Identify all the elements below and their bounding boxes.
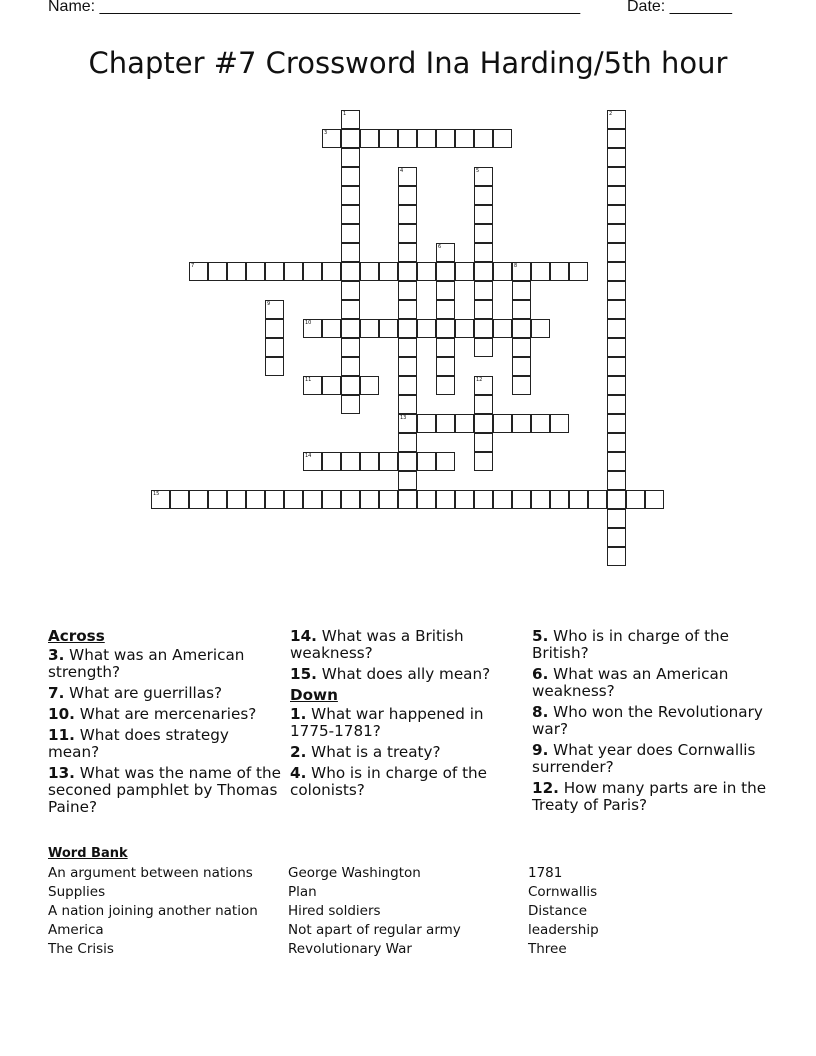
crossword-cell[interactable] — [341, 281, 360, 300]
word-bank-column-3 — [528, 864, 599, 959]
crossword-cell[interactable] — [436, 452, 455, 471]
crossword-cell[interactable] — [512, 300, 531, 319]
crossword-cell[interactable] — [322, 262, 341, 281]
across-heading: Across — [48, 627, 105, 645]
crossword-cell[interactable] — [607, 300, 626, 319]
crossword-cell[interactable] — [398, 376, 417, 395]
crossword-cell[interactable] — [246, 262, 265, 281]
crossword-cell[interactable] — [398, 414, 417, 433]
crossword-cell[interactable] — [341, 338, 360, 357]
crossword-cell[interactable] — [341, 376, 360, 395]
crossword-cell[interactable] — [436, 376, 455, 395]
crossword-cell[interactable] — [474, 319, 493, 338]
crossword-cell[interactable] — [151, 490, 170, 509]
crossword-cell[interactable] — [360, 490, 379, 509]
crossword-cell[interactable] — [303, 452, 322, 471]
crossword-cell[interactable] — [531, 490, 550, 509]
crossword-cell[interactable] — [341, 452, 360, 471]
cell-number: 15 — [153, 491, 160, 497]
cell-number: 7 — [191, 263, 195, 269]
clue-column-1 — [48, 628, 284, 820]
crossword-cell[interactable] — [341, 205, 360, 224]
crossword-cell[interactable] — [284, 490, 303, 509]
crossword-cell[interactable] — [398, 262, 417, 281]
clue-down-4: 4. Who is in charge of the colonists? — [290, 764, 488, 799]
crossword-cell[interactable] — [417, 319, 436, 338]
crossword-cell[interactable] — [341, 186, 360, 205]
crossword-cell[interactable] — [398, 281, 417, 300]
crossword-cell[interactable] — [341, 300, 360, 319]
crossword-cell[interactable] — [512, 319, 531, 338]
crossword-cell[interactable] — [607, 148, 626, 167]
crossword-cell[interactable] — [436, 414, 455, 433]
crossword-cell[interactable] — [531, 262, 550, 281]
crossword-cell[interactable] — [303, 319, 322, 338]
crossword-cell[interactable] — [208, 490, 227, 509]
crossword-cell[interactable] — [607, 414, 626, 433]
crossword-cell[interactable] — [265, 357, 284, 376]
clue-down-2: 2. What is a treaty? — [290, 743, 441, 761]
crossword-cell[interactable] — [303, 490, 322, 509]
word-bank-item: George Washington — [288, 865, 421, 881]
crossword-cell[interactable] — [322, 376, 341, 395]
crossword-cell[interactable] — [607, 262, 626, 281]
crossword-cell[interactable] — [265, 319, 284, 338]
crossword-cell[interactable] — [341, 167, 360, 186]
page-title: Chapter #7 Crossword Ina Harding/5th hour — [88, 46, 728, 80]
word-bank-item: Revolutionary War — [288, 941, 412, 957]
cell-number: 6 — [438, 244, 442, 250]
crossword-cell[interactable] — [607, 110, 626, 129]
crossword-cell[interactable] — [360, 319, 379, 338]
crossword-cell[interactable] — [227, 262, 246, 281]
crossword-cell[interactable] — [588, 490, 607, 509]
word-bank-title: Word Bank — [48, 846, 128, 861]
crossword-cell[interactable] — [398, 395, 417, 414]
crossword-cell[interactable] — [550, 414, 569, 433]
word-bank-item: America — [48, 922, 104, 938]
crossword-cell[interactable] — [341, 395, 360, 414]
crossword-cell[interactable] — [398, 319, 417, 338]
crossword-cell[interactable] — [455, 262, 474, 281]
crossword-cell[interactable] — [474, 414, 493, 433]
crossword-cell[interactable] — [303, 376, 322, 395]
crossword-cell[interactable] — [360, 129, 379, 148]
crossword-cell[interactable] — [436, 262, 455, 281]
crossword-cell[interactable] — [379, 490, 398, 509]
crossword-cell[interactable] — [607, 471, 626, 490]
crossword-cell[interactable] — [512, 376, 531, 395]
crossword-cell[interactable] — [474, 224, 493, 243]
crossword-cell[interactable] — [265, 262, 284, 281]
crossword-cell[interactable] — [607, 129, 626, 148]
crossword-cell[interactable] — [398, 471, 417, 490]
clue-column-3 — [532, 628, 768, 818]
cell-number: 3 — [324, 130, 328, 136]
crossword-cell[interactable] — [341, 243, 360, 262]
crossword-cell[interactable] — [493, 262, 512, 281]
crossword-cell[interactable] — [265, 300, 284, 319]
crossword-cell[interactable] — [531, 319, 550, 338]
crossword-cell[interactable] — [607, 186, 626, 205]
crossword-cell[interactable] — [322, 319, 341, 338]
crossword-cell[interactable] — [607, 490, 626, 509]
cell-number: 5 — [476, 168, 480, 174]
crossword-cell[interactable] — [398, 433, 417, 452]
crossword-cell[interactable] — [474, 395, 493, 414]
crossword-cell[interactable] — [645, 490, 664, 509]
crossword-cell[interactable] — [607, 433, 626, 452]
crossword-cell[interactable] — [341, 319, 360, 338]
clue-down-8: 8. Who won the Revolutionary war? — [532, 703, 763, 738]
crossword-cell[interactable] — [379, 452, 398, 471]
crossword-cell[interactable] — [512, 414, 531, 433]
crossword-cell[interactable] — [436, 129, 455, 148]
crossword-cell[interactable] — [341, 490, 360, 509]
name-field[interactable]: Name: ______________________________________________________ — [48, 0, 581, 15]
crossword-cell[interactable] — [341, 148, 360, 167]
cell-number: 8 — [514, 263, 518, 269]
crossword-cell[interactable] — [417, 414, 436, 433]
crossword-cell[interactable] — [398, 490, 417, 509]
crossword-cell[interactable] — [512, 338, 531, 357]
crossword-cell[interactable] — [189, 262, 208, 281]
crossword-cell[interactable] — [436, 300, 455, 319]
clue-down-12: 12. How many parts are in the Treaty of Paris? — [532, 779, 767, 814]
crossword-cell[interactable] — [436, 490, 455, 509]
crossword-cell[interactable] — [512, 262, 531, 281]
date-field[interactable]: Date: _______ — [627, 0, 732, 15]
crossword-cell[interactable] — [512, 490, 531, 509]
crossword-cell[interactable] — [398, 129, 417, 148]
clue-across-15: 15. What does ally mean? — [290, 665, 491, 683]
crossword-cell[interactable] — [607, 205, 626, 224]
crossword-cell[interactable] — [417, 490, 436, 509]
crossword-cell[interactable] — [607, 338, 626, 357]
crossword-cell[interactable] — [303, 262, 322, 281]
crossword-cell[interactable] — [322, 490, 341, 509]
crossword-cell[interactable] — [379, 319, 398, 338]
crossword-cell[interactable] — [474, 129, 493, 148]
word-bank-item: Plan — [288, 884, 317, 900]
word-bank-item: A nation joining another nation — [48, 903, 258, 919]
word-bank-item: 1781 — [528, 865, 563, 881]
crossword-cell[interactable] — [474, 167, 493, 186]
crossword-cell[interactable] — [607, 395, 626, 414]
crossword-cell[interactable] — [455, 490, 474, 509]
crossword-cell[interactable] — [436, 338, 455, 357]
crossword-cell[interactable] — [208, 262, 227, 281]
word-bank-item: Three — [528, 941, 567, 957]
crossword-cell[interactable] — [607, 509, 626, 528]
crossword-cell[interactable] — [474, 490, 493, 509]
crossword-cell[interactable] — [493, 129, 512, 148]
clue-down-9: 9. What year does Cornwallis surrender? — [532, 741, 756, 776]
crossword-cell[interactable] — [531, 414, 550, 433]
crossword-cell[interactable] — [398, 186, 417, 205]
crossword-cell[interactable] — [550, 262, 569, 281]
crossword-cell[interactable] — [227, 490, 246, 509]
crossword-cell[interactable] — [322, 129, 341, 148]
crossword-cell[interactable] — [398, 205, 417, 224]
word-bank-item: Cornwallis — [528, 884, 598, 900]
crossword-cell[interactable] — [474, 452, 493, 471]
crossword-cell[interactable] — [455, 319, 474, 338]
cell-number: 1 — [343, 111, 347, 117]
crossword-cell[interactable] — [474, 262, 493, 281]
crossword-cell[interactable] — [360, 262, 379, 281]
crossword-cell[interactable] — [341, 262, 360, 281]
crossword-cell[interactable] — [265, 490, 284, 509]
crossword-cell[interactable] — [398, 357, 417, 376]
cell-number: 2 — [609, 111, 613, 117]
crossword-cell[interactable] — [398, 338, 417, 357]
crossword-cell[interactable] — [436, 243, 455, 262]
crossword-cell[interactable] — [284, 262, 303, 281]
cell-number: 10 — [305, 320, 312, 326]
crossword-cell[interactable] — [607, 281, 626, 300]
cell-number: 13 — [400, 415, 407, 421]
crossword-cell[interactable] — [607, 452, 626, 471]
cell-number: 9 — [267, 301, 271, 307]
crossword-cell[interactable] — [417, 129, 436, 148]
crossword-cell[interactable] — [341, 224, 360, 243]
cell-number: 4 — [400, 168, 404, 174]
crossword-cell[interactable] — [607, 547, 626, 566]
crossword-cell[interactable] — [474, 243, 493, 262]
crossword-cell[interactable] — [607, 357, 626, 376]
crossword-cell[interactable] — [550, 490, 569, 509]
crossword-cell[interactable] — [398, 300, 417, 319]
crossword-cell[interactable] — [493, 414, 512, 433]
crossword-cell[interactable] — [341, 129, 360, 148]
crossword-cell[interactable] — [626, 490, 645, 509]
word-bank-column-1 — [48, 864, 258, 959]
word-bank-item: Distance — [528, 903, 588, 919]
crossword-cell[interactable] — [607, 243, 626, 262]
crossword-cell[interactable] — [170, 490, 189, 509]
crossword-cell[interactable] — [398, 224, 417, 243]
word-bank-column-2 — [288, 864, 461, 959]
crossword-cell[interactable] — [360, 376, 379, 395]
crossword-cell[interactable] — [607, 528, 626, 547]
word-bank-item: Supplies — [48, 884, 106, 900]
crossword-cell[interactable] — [341, 357, 360, 376]
word-bank-item: Not apart of regular army — [288, 922, 461, 938]
clue-across-13: 13. What was the name of the seconed pamphlet by Thomas Paine? — [48, 764, 281, 816]
word-bank-item: An argument between nations — [48, 865, 253, 881]
crossword-cell[interactable] — [379, 129, 398, 148]
clue-down-5: 5. Who is in charge of the British? — [532, 627, 730, 662]
crossword-cell[interactable] — [569, 490, 588, 509]
crossword-cell[interactable] — [493, 490, 512, 509]
crossword-cell[interactable] — [341, 110, 360, 129]
crossword-cell[interactable] — [246, 490, 265, 509]
word-bank-item: leadership — [528, 922, 599, 938]
crossword-cell[interactable] — [474, 300, 493, 319]
clue-down-6: 6. What was an American weakness? — [532, 665, 729, 700]
crossword-cell[interactable] — [493, 319, 512, 338]
crossword-cell[interactable] — [474, 205, 493, 224]
crossword-cell[interactable] — [607, 224, 626, 243]
crossword-cell[interactable] — [417, 452, 436, 471]
clue-across-10: 10. What are mercenaries? — [48, 705, 257, 723]
crossword-cell[interactable] — [436, 281, 455, 300]
crossword-cell[interactable] — [436, 357, 455, 376]
word-bank-item: Hired soldiers — [288, 903, 381, 919]
clue-across-7: 7. What are guerrillas? — [48, 684, 223, 702]
crossword-cell[interactable] — [455, 414, 474, 433]
crossword-cell[interactable] — [474, 376, 493, 395]
clue-down-1: 1. What war happened in 1775-1781? — [290, 705, 484, 740]
cell-number: 12 — [476, 377, 483, 383]
clue-column-2 — [290, 628, 526, 803]
crossword-cell[interactable] — [474, 338, 493, 357]
crossword-cell[interactable] — [512, 281, 531, 300]
crossword-cell[interactable] — [398, 243, 417, 262]
crossword-cell[interactable] — [398, 167, 417, 186]
cell-number: 11 — [305, 377, 312, 383]
crossword-cell[interactable] — [607, 319, 626, 338]
crossword-cell[interactable] — [607, 376, 626, 395]
crossword-cell[interactable] — [189, 490, 208, 509]
crossword-cell[interactable] — [607, 167, 626, 186]
word-bank-item: The Crisis — [48, 941, 114, 957]
clue-across-11: 11. What does strategy mean? — [48, 726, 229, 761]
crossword-cell[interactable] — [417, 262, 436, 281]
crossword-cell[interactable] — [379, 262, 398, 281]
crossword-cell[interactable] — [322, 452, 341, 471]
crossword-cell[interactable] — [360, 452, 379, 471]
clue-across-3: 3. What was an American strength? — [48, 646, 245, 681]
crossword-cell[interactable] — [436, 319, 455, 338]
down-heading: Down — [290, 686, 338, 704]
crossword-cell[interactable] — [455, 129, 474, 148]
crossword-cell[interactable] — [474, 433, 493, 452]
cell-number: 14 — [305, 453, 312, 459]
crossword-cell[interactable] — [398, 452, 417, 471]
crossword-cell[interactable] — [569, 262, 588, 281]
crossword-cell[interactable] — [265, 338, 284, 357]
crossword-cell[interactable] — [474, 186, 493, 205]
crossword-cell[interactable] — [474, 281, 493, 300]
clue-across-14: 14. What was a British weakness? — [290, 627, 464, 662]
crossword-cell[interactable] — [512, 357, 531, 376]
